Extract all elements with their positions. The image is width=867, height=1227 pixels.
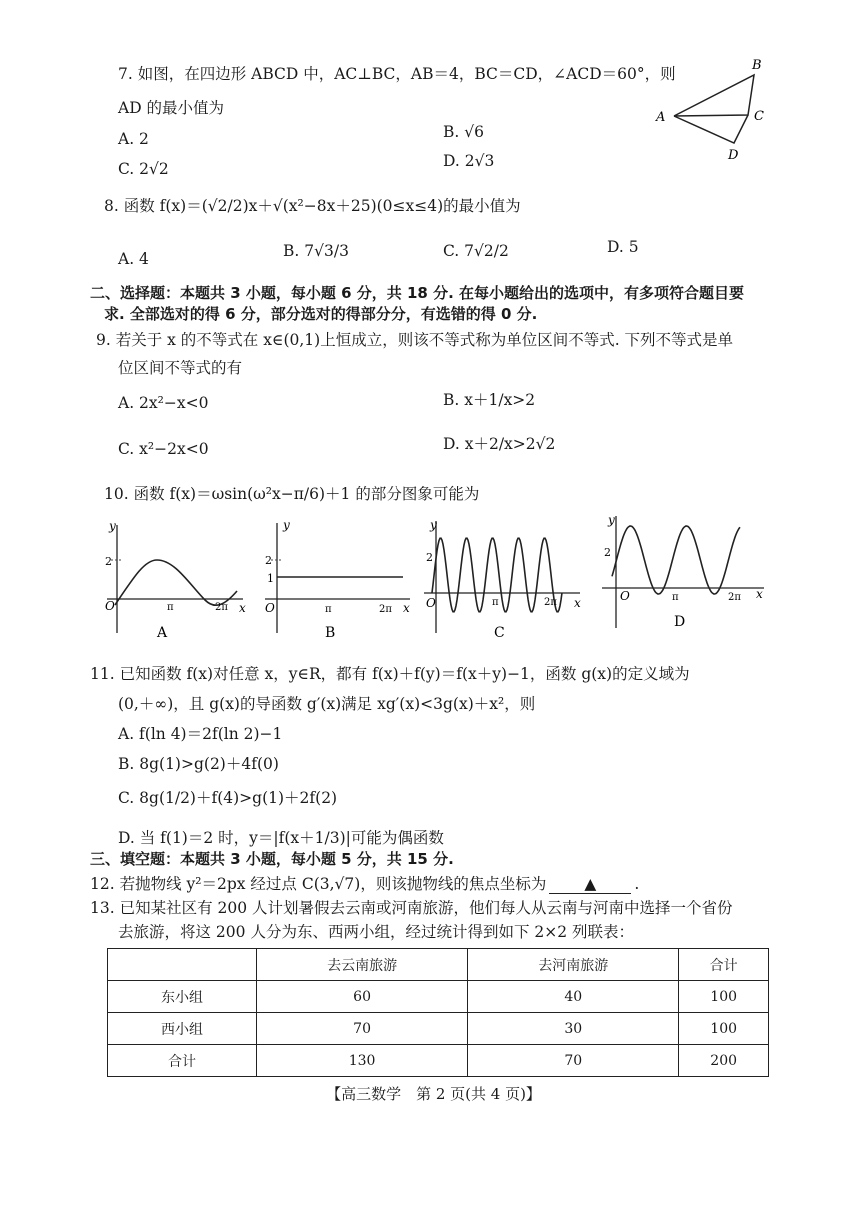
q11-option-b: B. 8g(1)>g(2)＋4f(0) — [118, 755, 279, 773]
graph-label-d: D — [674, 614, 686, 630]
q10-stem: 10. 函数 f(x)＝ωsin(ω²x−π/6)＋1 的部分图象可能为 — [104, 485, 480, 503]
contingency-table — [107, 948, 769, 1077]
graph-label-b: B — [325, 625, 336, 641]
section2-title-line2: 求. 全部选对的得 6 分，部分选对的得部分分，有选错的得 0 分. — [104, 305, 538, 323]
table-cell: 40 — [468, 981, 679, 1013]
table-cell: 合计 — [108, 1045, 257, 1077]
q9-stem-line1: 9. 若关于 x 的不等式在 x∈(0,1)上恒成立，则该不等式称为单位区间不等式. 下列不等式是单 — [96, 331, 734, 349]
fig-label-c: C — [754, 109, 764, 124]
tick-pi: π — [167, 602, 174, 613]
tick-pi: π — [325, 604, 332, 615]
q8-option-b: B. 7√3/3 — [283, 242, 349, 260]
table-cell: 200 — [679, 1045, 769, 1077]
q7-option-c: C. 2√2 — [118, 160, 169, 178]
table-header-row — [108, 949, 769, 981]
table-cell: 130 — [257, 1045, 468, 1077]
q10-graph-c — [420, 515, 585, 640]
q8-option-a: A. 4 — [118, 250, 149, 268]
section3-title: 三、填空题：本题共 3 小题，每小题 5 分，共 15 分. — [90, 850, 454, 868]
tick-two-pi: 2π — [215, 602, 228, 613]
fig-label-d: D — [728, 148, 739, 163]
q9-option-d: D. x＋2/x>2√2 — [443, 435, 556, 453]
table-row — [108, 1013, 769, 1045]
tick-one: 1 — [267, 572, 274, 585]
tick-two: 2 — [604, 546, 611, 559]
q11-option-a: A. f(ln 4)＝2f(ln 2)−1 — [118, 725, 283, 743]
q11-option-d: D. 当 f(1)＝2 时，y＝|f(x＋1/3)|可能为偶函数 — [118, 829, 444, 847]
q10-graph-b — [255, 515, 415, 640]
fig-label-b: B — [752, 58, 762, 73]
tick-two: 2 — [265, 554, 272, 567]
axis-y-label: y — [430, 518, 437, 532]
origin-label: O — [426, 596, 436, 610]
q13-stem-line2: 去旅游，将这 200 人分为东、西两小组，经过统计得到如下 2×2 列联表： — [118, 923, 635, 941]
q12-answer-blank[interactable]: ▲ — [549, 875, 631, 894]
table-cell: 100 — [679, 981, 769, 1013]
q8-option-c: C. 7√2/2 — [443, 242, 509, 260]
q7-stem-line2: AD 的最小值为 — [118, 99, 225, 117]
table-cell: 100 — [679, 1013, 769, 1045]
axis-x-label: x — [756, 587, 763, 601]
origin-label: O — [265, 601, 275, 615]
table-cell: 70 — [257, 1013, 468, 1045]
tick-pi: π — [672, 592, 679, 603]
axis-y-label: y — [109, 519, 116, 533]
graph-label-a: A — [157, 625, 168, 641]
q11-stem-line1: 11. 已知函数 f(x)对任意 x，y∈R，都有 f(x)＋f(y)＝f(x＋y)−1，函数 g(x)的定义域为 — [90, 665, 690, 683]
table-header-cell: 去河南旅游 — [468, 949, 679, 981]
axis-y-label: y — [608, 513, 615, 527]
q7-option-b: B. √6 — [443, 123, 484, 141]
q11-option-c: C. 8g(1/2)＋f(4)>g(1)＋2f(2) — [118, 789, 338, 807]
q8-stem: 8. 函数 f(x)＝(√2/2)x＋√(x²−8x＋25)(0≤x≤4)的最小值为 — [104, 197, 521, 215]
tick-two-pi: 2π — [379, 604, 392, 615]
axis-y-label: y — [283, 518, 290, 532]
q9-option-b: B. x＋1/x>2 — [443, 391, 536, 409]
tick-two: 2 — [105, 555, 112, 568]
tick-two: 2 — [426, 551, 433, 564]
table-cell: 30 — [468, 1013, 679, 1045]
table-header-cell: 合计 — [679, 949, 769, 981]
q7-option-d: D. 2√3 — [443, 152, 495, 170]
table-cell: 东小组 — [108, 981, 257, 1013]
tick-two-pi: 2π — [544, 597, 557, 608]
q12-stem: 12. 若抛物线 y²＝2px 经过点 C(3,√7)，则该抛物线的焦点坐标为 — [90, 875, 547, 893]
q9-option-a: A. 2x²−x<0 — [118, 394, 209, 412]
graph-label-c: C — [494, 625, 505, 641]
q7-stem-line1: 7. 如图，在四边形 ABCD 中，AC⊥BC，AB＝4，BC＝CD，∠ACD＝60°，则 — [118, 65, 676, 83]
section2-title-line1: 二、选择题：本题共 3 小题，每小题 6 分，共 18 分. 在每小题给出的选项中，有多项符合题目要 — [90, 284, 745, 302]
tick-two-pi: 2π — [728, 592, 741, 603]
axis-x-label: x — [403, 601, 410, 615]
table-row — [108, 1045, 769, 1077]
origin-label: O — [105, 599, 115, 613]
page-footer: 【高三数学 第 2 页(共 4 页)】 — [326, 1085, 541, 1103]
q12-end: . — [634, 875, 640, 893]
q12-line — [90, 872, 639, 894]
table-row — [108, 981, 769, 1013]
fig-label-a: A — [656, 110, 666, 125]
q10-graph-d — [598, 510, 768, 635]
axis-x-label: x — [574, 596, 581, 610]
tick-pi: π — [492, 597, 499, 608]
q13-stem-line1: 13. 已知某社区有 200 人计划暑假去云南或河南旅游，他们每人从云南与河南中选择一个省份 — [90, 899, 733, 917]
q7-option-a: A. 2 — [118, 130, 149, 148]
table-header-cell — [108, 949, 257, 981]
q10-graph-a — [95, 515, 245, 640]
q7-quadrilateral-figure — [650, 55, 770, 165]
origin-label: O — [620, 589, 630, 603]
table-header-cell: 去云南旅游 — [257, 949, 468, 981]
q9-option-c: C. x²−2x<0 — [118, 440, 209, 458]
table-cell: 西小组 — [108, 1013, 257, 1045]
table-cell: 60 — [257, 981, 468, 1013]
q11-stem-line2: (0,＋∞)，且 g(x)的导函数 g′(x)满足 xg′(x)<3g(x)＋x²，则 — [118, 695, 536, 713]
table-cell: 70 — [468, 1045, 679, 1077]
q8-option-d: D. 5 — [607, 238, 639, 256]
axis-x-label: x — [239, 601, 246, 615]
q9-stem-line2: 位区间不等式的有 — [118, 359, 243, 377]
